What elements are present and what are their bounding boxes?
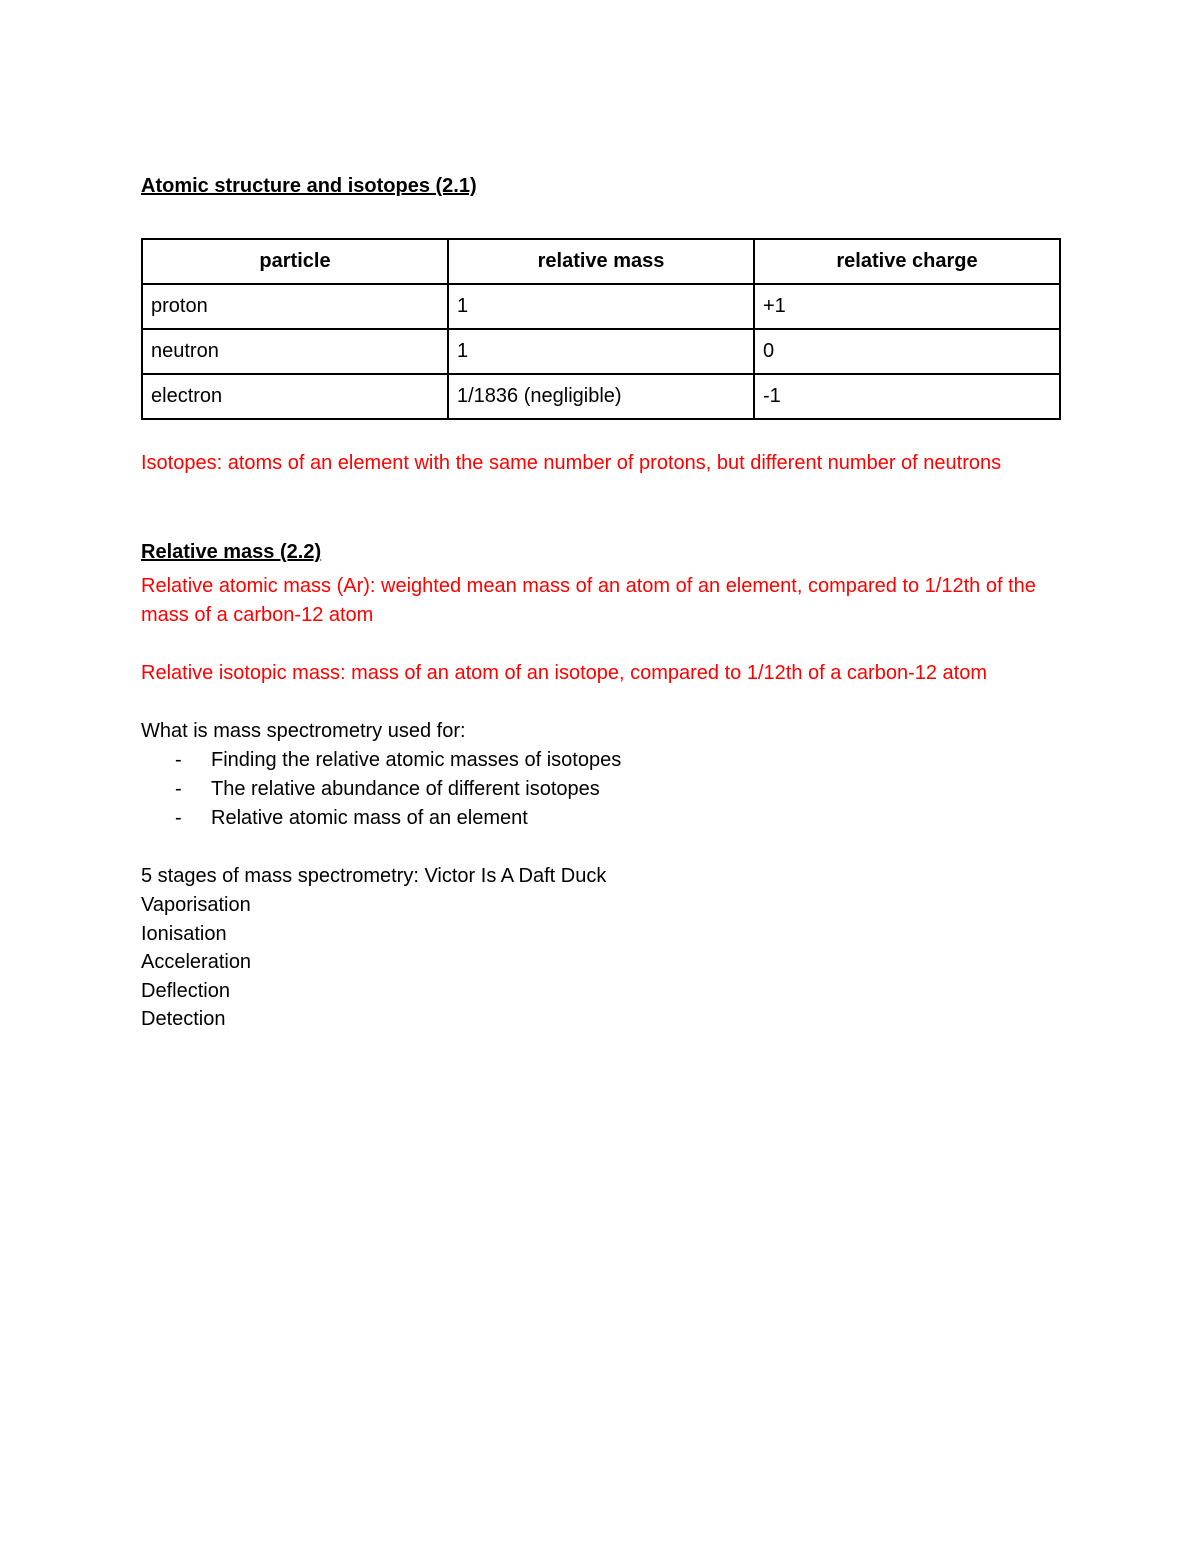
list-item-text: Finding the relative atomic masses of isotopes bbox=[211, 749, 622, 771]
table-row bbox=[142, 284, 1060, 329]
table-cell: 0 bbox=[754, 329, 1060, 374]
table-cell: -1 bbox=[754, 374, 1060, 419]
table-cell: electron bbox=[142, 374, 448, 419]
list-item-text: Relative atomic mass of an element bbox=[211, 807, 528, 829]
table-cell: proton bbox=[142, 284, 448, 329]
relative-isotopic-mass-definition: Relative isotopic mass: mass of an atom of an isotope, compared to 1/12th of a carbon-12 atom bbox=[141, 662, 988, 684]
document-page bbox=[141, 170, 1061, 1034]
table-row bbox=[142, 374, 1060, 419]
mass-spectrometry-question: What is mass spectrometry used for: bbox=[141, 720, 466, 742]
isotopes-definition: Isotopes: atoms of an element with the same number of protons, but different number of neutrons bbox=[141, 452, 1002, 474]
stages-title: 5 stages of mass spectrometry: Victor Is A Daft Duck bbox=[141, 865, 607, 887]
list-item-text: The relative abundance of different isotopes bbox=[211, 778, 600, 800]
stages-list bbox=[141, 891, 1061, 1034]
dash-bullet: - bbox=[175, 807, 182, 829]
stage-item: Deflection bbox=[141, 979, 230, 1002]
section-heading-atomic-structure: Atomic structure and isotopes (2.1) bbox=[141, 175, 477, 197]
table-row bbox=[142, 329, 1060, 374]
dash-bullet: - bbox=[175, 749, 182, 771]
list-item bbox=[141, 746, 1061, 775]
list-item bbox=[141, 775, 1061, 804]
table-cell: 1 bbox=[448, 329, 754, 374]
table-cell: +1 bbox=[754, 284, 1060, 329]
table-cell: 1/1836 (negligible) bbox=[448, 374, 754, 419]
table-header-row bbox=[142, 239, 1060, 284]
table-header-cell: particle bbox=[142, 239, 448, 284]
table-cell: neutron bbox=[142, 329, 448, 374]
stage-item: Detection bbox=[141, 1008, 226, 1030]
stage-item: Acceleration bbox=[141, 951, 252, 973]
table-cell: 1 bbox=[448, 284, 754, 329]
stage-item: Ionisation bbox=[141, 922, 227, 945]
dash-bullet: - bbox=[175, 778, 182, 800]
mass-spectrometry-uses-list bbox=[141, 746, 1061, 833]
list-item bbox=[141, 804, 1061, 833]
particle-table bbox=[141, 238, 1061, 420]
section-heading-relative-mass: Relative mass (2.2) bbox=[141, 541, 322, 563]
table-header-cell: relative mass bbox=[448, 239, 754, 284]
stage-item: Vaporisation bbox=[141, 894, 251, 916]
table-header-cell: relative charge bbox=[754, 239, 1060, 284]
relative-atomic-mass-definition: Relative atomic mass (Ar): weighted mean mass of an atom of an element, compared to 1/12th of the mass of a carbon-12 atom bbox=[141, 575, 1036, 626]
